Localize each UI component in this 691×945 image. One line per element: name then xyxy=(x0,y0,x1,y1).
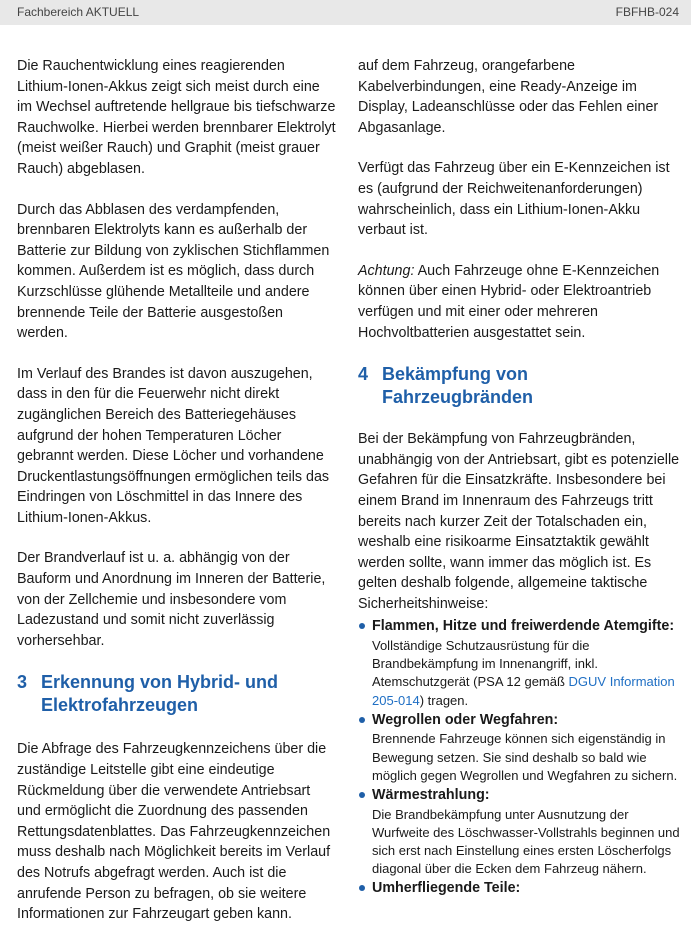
list-item-text: Brennende Fahrzeuge können sich eigenständig in Bewegung setzen. Sie sind deshalb so bald wie möglich gegen Wegrollen und Wegfahren zu sichern. xyxy=(372,731,678,783)
section-title: Erkennung von Hybrid- und Elektrofahrzeugen xyxy=(41,672,278,716)
section-number: 3 xyxy=(17,672,28,693)
paragraph: Durch das Abblasen des verdampfenden, brennbaren Elektrolyts kann es außerhalb der Batterie zur Bildung von zyklischen Stichflammen kommen. Außerdem ist es möglich, dass durch Kurzschlüsse glühende Metallteile und andere brennende Teile der Batterie ausgestoßen werden. xyxy=(17,201,330,342)
paragraph xyxy=(358,261,680,343)
list-item xyxy=(358,785,680,878)
list-item-title: Wegrollen oder Wegfahren: xyxy=(372,711,559,728)
list-item xyxy=(358,616,680,709)
bullet-icon xyxy=(359,792,365,798)
paragraph: Bei der Bekämpfung von Fahrzeugbränden, unabhängig von der Antriebsart, gibt es potenzielle Gefahren für die Einsatzkräfte. Insbesondere bei einem Brand im Innenraum des Fahrzeugs tritt bereits nach kurzer Zeit der Totalschaden ein, weshalb eine risikoarme Einsatztaktik gewählt werden sollte, wann immer das möglich ist. Es gelten deshalb folgende, allgemeine taktische Sicherheitshinweise: xyxy=(358,431,680,612)
list-item xyxy=(358,710,680,785)
paragraph: Der Brandverlauf ist u. a. abhängig von der Bauform und Anordnung im Inneren der Batterie, von der Zellchemie und insbesondere vom Ladezustand und somit nicht zuverlässig vorhersehbar. xyxy=(17,550,326,649)
paragraph: Die Rauchentwicklung eines reagierenden Lithium-Ionen-Akkus zeigt sich meist durch eine im Wechsel auftretende hellgraue bis tiefschwarze Rauchwolke. Hierbei werden brennbarer Elektrolyt (meist weißer Rauch) und Graphit (meist grauer Rauch) abgeblasen. xyxy=(17,58,336,177)
warning-label: Achtung: xyxy=(358,262,415,279)
page-header xyxy=(0,0,691,25)
dguv-link[interactable]: DGUV Information 205-014 xyxy=(372,674,675,708)
document-code: FBFHB-024 xyxy=(615,5,679,19)
warning-text: Auch Fahrzeuge ohne E-Kennzeichen können über einen Hybrid- oder Elektroantrieb verfügen und mit einer oder mehreren Hochvoltbatterien ausgestattet sein. xyxy=(358,262,660,341)
safety-list xyxy=(358,616,680,899)
paragraph: Im Verlauf des Brandes ist davon auszugehen, dass in den für die Feuerwehr nicht direkt zugänglichen Bereich des Batteriegehäuses aufgrund der hohen Temperaturen Löcher gebrannt werden. Diese Löcher und vorhandene Druckentlastungsöffnungen ermöglichen teils das Eindringen von Löschmittel in das Innere des Lithium-Ionen-Akkus. xyxy=(17,365,330,526)
list-item-title: Flammen, Hitze und freiwerdende Atemgifte: xyxy=(372,618,675,635)
section-heading-3 xyxy=(17,671,337,717)
paragraph: Verfügt das Fahrzeug über ein E-Kennzeichen ist es (aufgrund der Reichweitenanforderungen) wahrscheinlich, dass ein Lithium-Ionen-Akku verbaut ist. xyxy=(358,160,670,239)
section-heading-4 xyxy=(358,363,680,409)
bullet-icon xyxy=(359,717,365,723)
section-label: Fachbereich AKTUELL xyxy=(17,5,140,19)
section-title: Bekämpfung von Fahrzeugbränden xyxy=(382,364,534,408)
list-item-title: Umherfliegende Teile: xyxy=(372,880,521,897)
list-item-text xyxy=(372,637,680,710)
right-column xyxy=(358,56,680,899)
bullet-icon xyxy=(359,623,365,629)
list-item xyxy=(358,878,680,899)
list-item-text: Die Brandbekämpfung unter Ausnutzung der Wurfweite des Löschwasser-Vollstrahls beginnen und sich erst nach Einstellung eines ersten Löscherfolgs diagonal über die Ecken dem Fahrzeug nähern. xyxy=(372,806,680,877)
list-item-text-part: Vollständige Schutzausrüstung für die Brandbekämpfung im Innenangriff, inkl. Atemschutzgerät (PSA 12 gemäß xyxy=(372,638,598,690)
list-item-text-part: ) tragen. xyxy=(419,692,469,708)
paragraph: Die Abfrage des Fahrzeugkennzeichens über die zuständige Leitstelle gibt eine eindeutige Rückmeldung über die verwendete Antriebsart und ermöglicht die Zuordnung des passenden Rettungsdatenblattes. Das Fahrzeugkennzeichen muss deshalb nach Möglichkeit bereits im Verlauf des Notrufs abgefragt werden. Auch ist die anrufende Person zu befragen, ob sie weitere Informationen zur Fahrzeugart geben kann. xyxy=(17,741,331,923)
section-number: 4 xyxy=(358,364,369,385)
list-item-title: Wärmestrahlung: xyxy=(372,787,490,804)
bullet-icon xyxy=(359,885,365,891)
left-column xyxy=(17,56,337,945)
paragraph: auf dem Fahrzeug, orangefarbene Kabelverbindungen, eine Ready-Anzeige im Display, Ladeanschlüsse oder das Fehlen einer Abgasanlage. xyxy=(358,58,659,136)
